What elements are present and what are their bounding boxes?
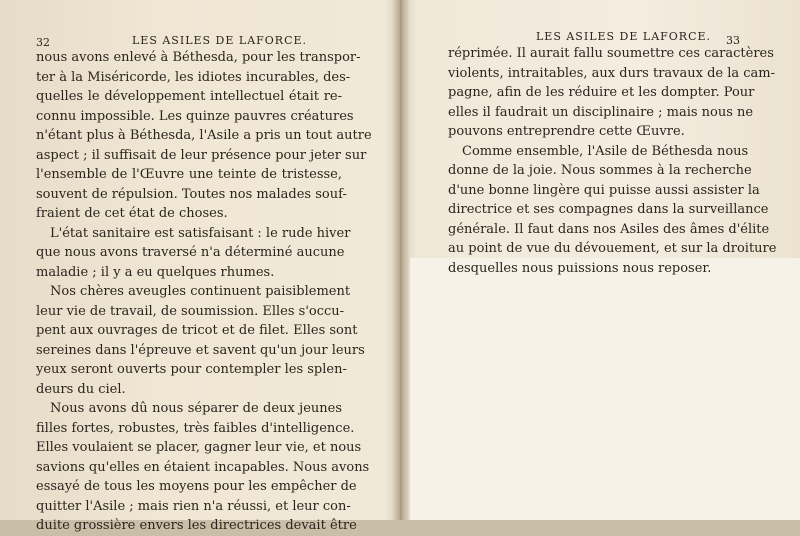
left-page-body-text [36,48,372,536]
text-line: directrice et ses compagnes dans la surveillance [448,202,769,217]
text-line: sereines dans l'épreuve et savent qu'un jour leurs [36,342,365,358]
text-line: Comme ensemble, l'Asile de Béthesda nous [462,143,749,159]
text-line: aspect ; il suffisait de leur présence pour jeter sur [36,147,367,163]
text-line: elles il faudrait un disciplinaire ; mais nous ne [448,104,754,120]
text-line: connu impossible. Les quinze pauvres créatures [36,108,354,124]
right-page-number: 33 [726,34,740,47]
text-line: filles fortes, robustes, très faibles d'intelligence. [36,420,355,436]
text-line: Nos chères aveugles continuent paisiblement [50,284,351,299]
text-line: Elles voulaient se placer, gagner leur vie, et nous [36,440,362,455]
text-line: pouvons entreprendre cette Œuvre. [448,124,685,139]
text-line: nous avons enlevé à Béthesda, pour les transpor- [36,50,361,65]
left-page [0,0,398,533]
text-line: quitter l'Asile ; mais rien n'a réussi, et leur con- [36,498,351,514]
text-line: que nous avons traversé n'a déterminé aucune [36,245,345,260]
text-line: n'étant plus à Béthesda, l'Asile a pris un tout autre [36,128,372,143]
right-running-head: LES ASILES DE LAFORCE. [536,30,712,43]
text-line: essayé de tous les moyens pour les empêcher de [36,479,357,494]
text-line: fraient de cet état de choses. [36,206,228,221]
right-page [404,0,800,520]
text-line: ter à la Miséricorde, les idiotes incurables, des- [36,69,351,85]
text-line: au point de vue du dévouement, et sur la droiture [448,241,777,256]
text-line: d'une bonne lingère qui puisse aussi assister la [448,182,760,198]
text-line: souvent de répulsion. Toutes nos malades souf- [36,186,347,202]
left-running-head: LES ASILES DE LAFORCE. [132,34,308,47]
text-line: desquelles nous puissions nous reposer. [448,260,712,276]
text-line: maladie ; il y a eu quelques rhumes. [36,264,275,280]
text-line: deurs du ciel. [36,381,126,397]
text-line: pent aux ouvrages de tricot et de filet. Elles sont [36,323,358,338]
text-line: réprimée. Il aurait fallu soumettre ces caractères [448,46,774,61]
left-page-number: 32 [36,36,50,49]
text-line: donne de la joie. Nous sommes à la recherche [448,163,752,178]
text-line: Nous avons dû nous séparer de deux jeunes [50,401,342,416]
text-line: l'ensemble de l'Œuvre une teinte de tristesse, [36,167,342,182]
text-line: savions qu'elles en étaient incapables. Nous avons [36,459,370,475]
text-line: leur vie de travail, de soumission. Elles s'occu- [36,303,345,319]
text-line: yeux seront ouverts pour contempler les splen- [36,362,347,377]
text-line: L'état sanitaire est satisfaisant : le rude hiver [50,225,351,241]
text-line: duite grossière envers les directrices devait être [36,518,357,533]
text-line: pagne, afin de les réduire et les dompter. Pour [448,85,755,100]
right-page-body-text [448,44,777,278]
text-line: quelles le développement intellectuel était re- [36,89,342,104]
text-line: violents, intraitables, aux durs travaux de la cam- [448,65,776,81]
text-line: générale. Il faut dans nos Asiles des âmes d'élite [448,221,770,237]
